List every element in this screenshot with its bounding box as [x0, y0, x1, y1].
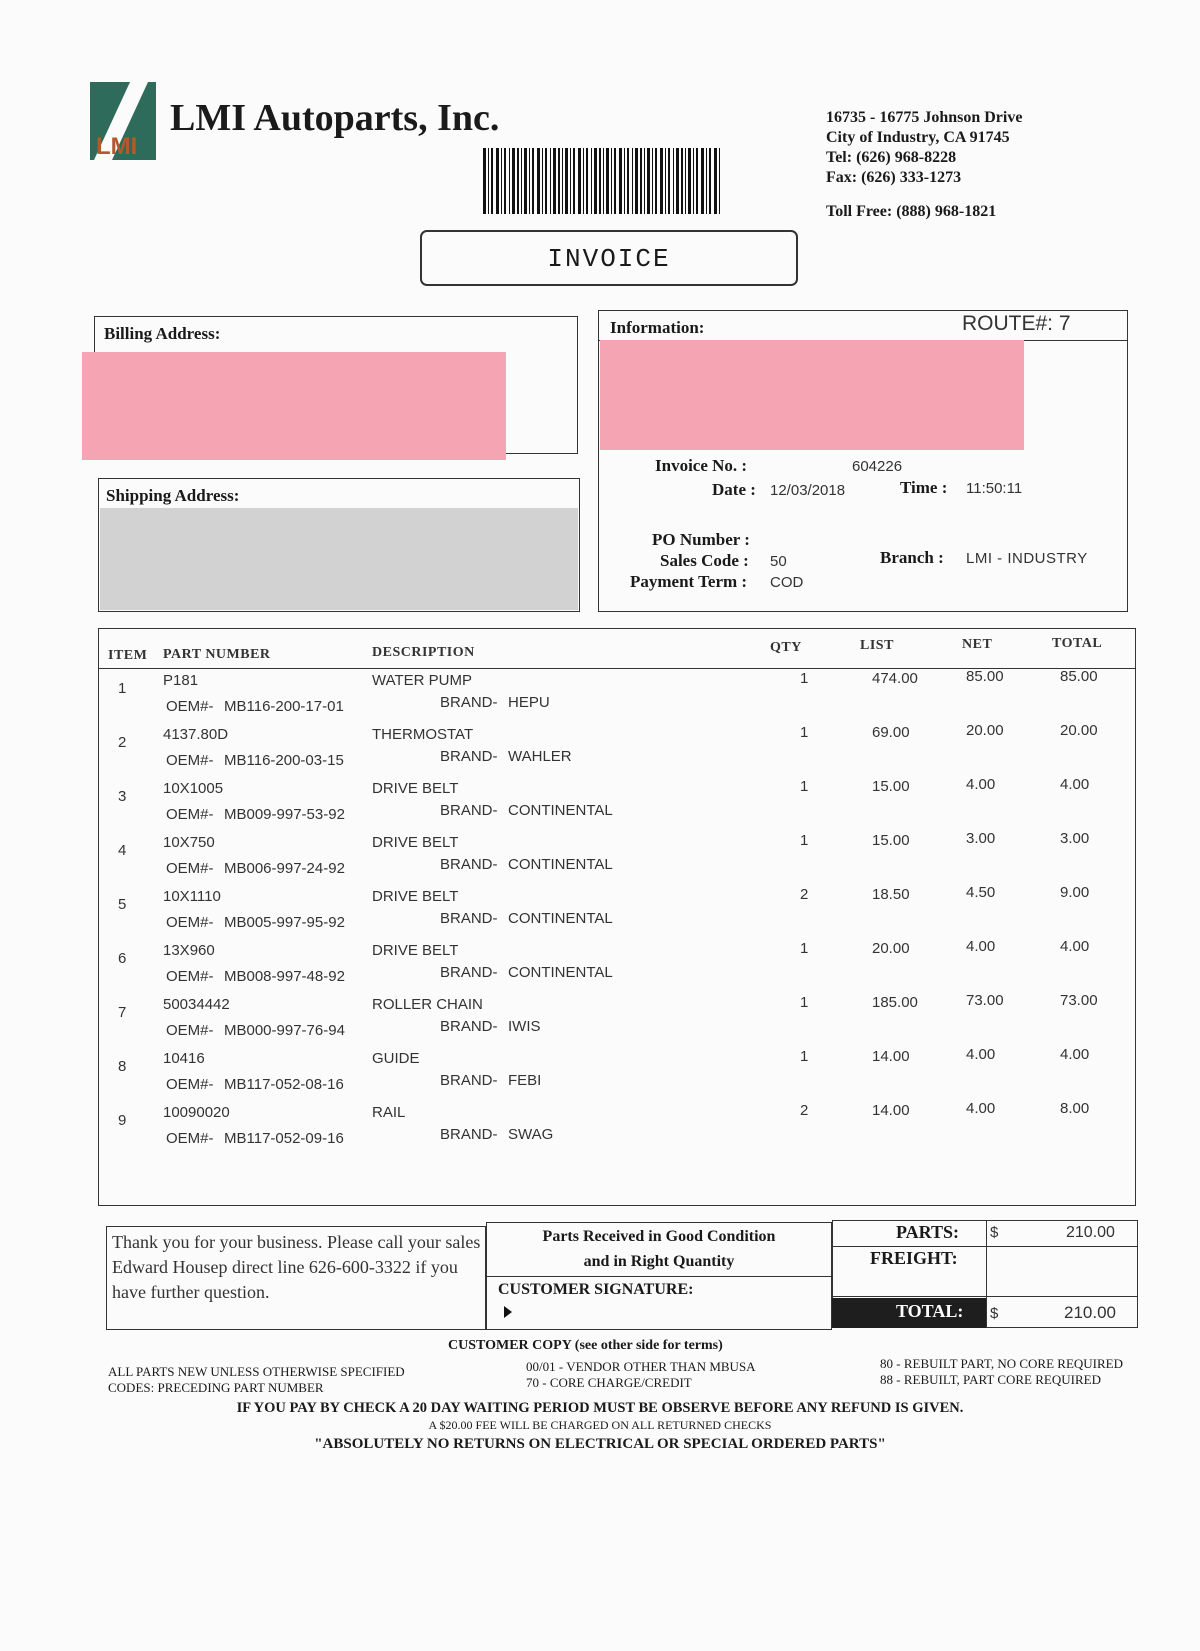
parts-value: 210.00 — [1066, 1224, 1115, 1241]
brand-label: BRAND- — [440, 1072, 498, 1089]
brand: CONTINENTAL — [508, 910, 613, 927]
totals-divider-2 — [832, 1296, 1138, 1297]
company-tel: Tel: (626) 968-8228 — [826, 149, 957, 166]
item-number: 6 — [118, 950, 127, 967]
address-line-1: 16735 - 16775 Johnson Drive — [826, 109, 1023, 126]
shipping-label: Shipping Address: — [106, 486, 240, 505]
oem-number: MB006-997-24-92 — [224, 860, 345, 877]
list-price: 69.00 — [872, 724, 910, 741]
oem-label: OEM#- — [166, 698, 214, 715]
part-number: 13X960 — [163, 942, 215, 959]
oem-number: MB117-052-09-16 — [224, 1130, 344, 1147]
oem-number: MB000-997-76-94 — [224, 1022, 345, 1039]
brand: IWIS — [508, 1018, 541, 1035]
col-item: ITEM — [108, 648, 148, 663]
signature-arrow-icon — [504, 1306, 512, 1318]
po-label: PO Number : — [652, 530, 750, 549]
net-price: 4.00 — [966, 1100, 996, 1117]
line-total: 73.00 — [1060, 992, 1098, 1009]
description: GUIDE — [372, 1050, 420, 1067]
route-number: ROUTE#: 7 — [962, 312, 1071, 335]
description: DRIVE BELT — [372, 834, 459, 851]
list-price: 474.00 — [872, 670, 918, 687]
brand-label: BRAND- — [440, 694, 498, 711]
net-price: 3.00 — [966, 830, 996, 847]
item-number: 8 — [118, 1058, 127, 1075]
company-address — [826, 108, 1022, 188]
list-price: 14.00 — [872, 1102, 910, 1119]
line-total: 8.00 — [1060, 1100, 1090, 1117]
net-price: 85.00 — [966, 668, 1004, 685]
codes-middle — [526, 1359, 756, 1391]
item-number: 2 — [118, 734, 127, 751]
list-price: 185.00 — [872, 994, 918, 1011]
oem-label: OEM#- — [166, 1022, 214, 1039]
oem-number: MB008-997-48-92 — [224, 968, 345, 985]
codes-right-line-2: 88 - REBUILT, PART CORE REQUIRED — [880, 1372, 1101, 1387]
brand: CONTINENTAL — [508, 964, 613, 981]
brand: HEPU — [508, 694, 550, 711]
description: ROLLER CHAIN — [372, 996, 483, 1013]
description: RAIL — [372, 1104, 406, 1121]
codes-right-line-1: 80 - REBUILT PART, NO CORE REQUIRED — [880, 1356, 1123, 1371]
oem-number: MB116-200-17-01 — [224, 698, 344, 715]
date-value: 12/03/2018 — [770, 482, 846, 499]
totals-divider-1 — [832, 1246, 1138, 1247]
part-number: P181 — [163, 672, 199, 689]
time-label: Time : — [900, 478, 948, 497]
no-returns-notice: "ABSOLUTELY NO RETURNS ON ELECTRICAL OR SPECIAL ORDERED PARTS" — [314, 1436, 886, 1452]
oem-label: OEM#- — [166, 1076, 214, 1093]
info-redaction — [600, 340, 1024, 450]
net-price: 20.00 — [966, 722, 1004, 739]
net-price: 4.00 — [966, 776, 996, 793]
line-total: 20.00 — [1060, 722, 1098, 739]
oem-label: OEM#- — [166, 806, 214, 823]
totals-vertical — [986, 1220, 987, 1328]
line-total: 85.00 — [1060, 668, 1098, 685]
invoice-title: INVOICE — [547, 244, 671, 274]
branch-label: Branch : — [880, 548, 944, 567]
sales-code-value: 50 — [770, 553, 787, 570]
billing-label: Billing Address: — [104, 324, 221, 343]
list-price: 18.50 — [872, 886, 910, 903]
signature-line — [486, 1276, 832, 1277]
qty: 1 — [800, 994, 809, 1011]
qty: 1 — [800, 778, 809, 795]
total-currency: $ — [990, 1305, 999, 1322]
col-description: DESCRIPTION — [372, 645, 475, 660]
oem-label: OEM#- — [166, 968, 214, 985]
shipping-redaction — [100, 508, 578, 610]
line-total: 3.00 — [1060, 830, 1090, 847]
brand-label: BRAND- — [440, 1018, 498, 1035]
col-list: LIST — [860, 638, 894, 653]
net-price: 4.00 — [966, 938, 996, 955]
received-line-2: and in Right Quantity — [583, 1253, 735, 1270]
codes-left-line-2: CODES: PRECEDING PART NUMBER — [108, 1380, 324, 1395]
info-label: Information: — [610, 318, 705, 337]
sales-code-label: Sales Code : — [660, 551, 749, 570]
check-notice: IF YOU PAY BY CHECK A 20 DAY WAITING PERIOD MUST BE OBSERVE BEFORE ANY REFUND IS GIVEN. — [236, 1400, 964, 1416]
oem-label: OEM#- — [166, 914, 214, 931]
item-number: 4 — [118, 842, 127, 859]
thanks-message: Thank you for your business. Please call your sales Edward Housep direct line 626-600-3322 if you have further question. — [112, 1232, 481, 1302]
invoice-no: 604226 — [852, 458, 903, 475]
qty: 1 — [800, 670, 809, 687]
list-price: 20.00 — [872, 940, 910, 957]
company-fax: Fax: (626) 333-1273 — [826, 169, 962, 186]
part-number: 10X1110 — [163, 888, 221, 905]
brand-label: BRAND- — [440, 1126, 498, 1143]
line-total: 4.00 — [1060, 1046, 1090, 1063]
codes-middle-line-2: 70 - CORE CHARGE/CREDIT — [526, 1375, 692, 1390]
line-total: 4.00 — [1060, 938, 1090, 955]
brand: SWAG — [508, 1126, 554, 1143]
oem-number: MB116-200-03-15 — [224, 752, 344, 769]
brand-label: BRAND- — [440, 856, 498, 873]
part-number: 50034442 — [163, 996, 230, 1013]
brand: CONTINENTAL — [508, 802, 613, 819]
oem-number: MB009-997-53-92 — [224, 806, 345, 823]
date-label: Date : — [712, 480, 756, 499]
signature-field[interactable] — [498, 1300, 818, 1326]
payment-term-value: COD — [770, 574, 804, 591]
description: DRIVE BELT — [372, 942, 459, 959]
col-part-number: PART NUMBER — [163, 647, 271, 662]
description: DRIVE BELT — [372, 780, 459, 797]
description: WATER PUMP — [372, 672, 472, 689]
line-total: 4.00 — [1060, 776, 1090, 793]
codes-right — [880, 1356, 1123, 1388]
brand-label: BRAND- — [440, 802, 498, 819]
brand: CONTINENTAL — [508, 856, 613, 873]
net-price: 73.00 — [966, 992, 1004, 1009]
codes-middle-line-1: 00/01 - VENDOR OTHER THAN MBUSA — [526, 1359, 756, 1374]
svg-text:LMI: LMI — [96, 133, 138, 160]
net-price: 4.00 — [966, 1046, 996, 1063]
list-price: 14.00 — [872, 1048, 910, 1065]
col-total: TOTAL — [1052, 636, 1103, 651]
total-label: TOTAL: — [896, 1301, 964, 1321]
signature-label: CUSTOMER SIGNATURE: — [498, 1281, 694, 1298]
fee-notice: A $20.00 FEE WILL BE CHARGED ON ALL RETURNED CHECKS — [428, 1418, 772, 1432]
description: THERMOSTAT — [372, 726, 474, 743]
time-value: 11:50:11 — [966, 480, 1023, 497]
qty: 1 — [800, 1048, 809, 1065]
freight-label: FREIGHT: — [870, 1248, 958, 1268]
oem-label: OEM#- — [166, 860, 214, 877]
brand-label: BRAND- — [440, 748, 498, 765]
barcode — [483, 148, 723, 218]
billing-redaction — [82, 352, 506, 460]
qty: 1 — [800, 940, 809, 957]
oem-number: MB117-052-08-16 — [224, 1076, 344, 1093]
part-number: 10X1005 — [163, 780, 224, 797]
oem-number: MB005-997-95-92 — [224, 914, 345, 931]
part-number: 4137.80D — [163, 726, 229, 743]
codes-left — [108, 1364, 405, 1396]
description: DRIVE BELT — [372, 888, 459, 905]
company-logo — [90, 82, 156, 160]
oem-label: OEM#- — [166, 752, 214, 769]
col-qty: QTY — [770, 640, 802, 655]
parts-label: PARTS: — [896, 1222, 960, 1242]
payment-term-label: Payment Term : — [630, 572, 748, 591]
brand: FEBI — [508, 1072, 542, 1089]
part-number: 10X750 — [163, 834, 215, 851]
company-tollfree: Toll Free: (888) 968-1821 — [826, 203, 997, 220]
codes-left-line-1: ALL PARTS NEW UNLESS OTHERWISE SPECIFIED — [108, 1364, 405, 1379]
item-number: 1 — [118, 680, 127, 697]
received-line-1: Parts Received in Good Condition — [542, 1228, 776, 1245]
item-number: 3 — [118, 788, 127, 805]
branch-value: LMI - INDUSTRY — [966, 550, 1088, 567]
qty: 2 — [800, 1102, 809, 1119]
brand-label: BRAND- — [440, 964, 498, 981]
parts-currency: $ — [990, 1224, 999, 1241]
part-number: 10416 — [163, 1050, 205, 1067]
brand: WAHLER — [508, 748, 572, 765]
col-net: NET — [962, 637, 993, 652]
item-number: 7 — [118, 1004, 127, 1021]
item-number: 5 — [118, 896, 127, 913]
brand-label: BRAND- — [440, 910, 498, 927]
address-line-2: City of Industry, CA 91745 — [826, 129, 1010, 146]
qty: 2 — [800, 886, 809, 903]
customer-copy-note: CUSTOMER COPY (see other side for terms) — [448, 1338, 723, 1353]
qty: 1 — [800, 832, 809, 849]
part-number: 10090020 — [163, 1104, 230, 1121]
net-price: 4.50 — [966, 884, 996, 901]
invoice-no-label: Invoice No. : — [655, 456, 748, 475]
list-price: 15.00 — [872, 832, 910, 849]
qty: 1 — [800, 724, 809, 741]
company-name: LMI Autoparts, Inc. — [170, 97, 500, 139]
item-number: 9 — [118, 1112, 127, 1129]
line-total: 9.00 — [1060, 884, 1090, 901]
list-price: 15.00 — [872, 778, 910, 795]
total-value: 210.00 — [1064, 1303, 1116, 1322]
oem-label: OEM#- — [166, 1130, 214, 1147]
